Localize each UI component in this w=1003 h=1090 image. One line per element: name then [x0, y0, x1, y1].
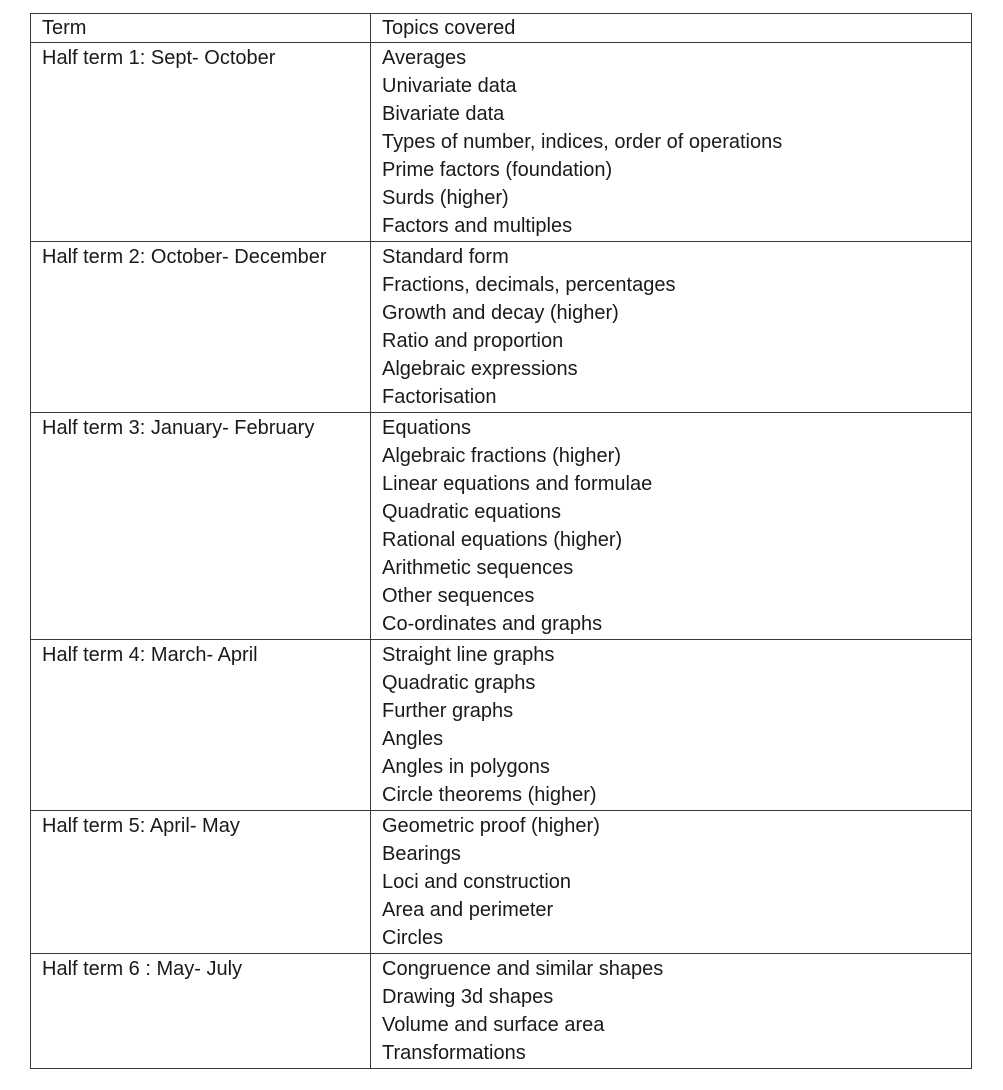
topic-item: Standard form	[382, 246, 509, 268]
topic-list	[382, 641, 971, 809]
table-row	[31, 413, 972, 640]
term-cell: Half term 4: March- April	[31, 640, 371, 811]
topics-cell	[371, 640, 972, 811]
term-cell: Half term 5: April- May	[31, 811, 371, 954]
topic-item: Angles	[382, 728, 444, 750]
topic-item: Algebraic fractions (higher)	[382, 445, 621, 467]
topic-item: Congruence and similar shapes	[382, 958, 664, 980]
table-row	[31, 954, 972, 1069]
topics-cell	[371, 811, 972, 954]
term-cell: Half term 1: Sept- October	[31, 43, 371, 242]
topic-item: Surds (higher)	[382, 187, 509, 209]
topic-item: Angles in polygons	[382, 756, 550, 778]
topic-item: Averages	[382, 47, 467, 69]
topic-item: Ratio and proportion	[382, 330, 564, 352]
topics-cell	[371, 242, 972, 413]
topic-item: Quadratic equations	[382, 501, 562, 523]
topic-item: Growth and decay (higher)	[382, 302, 619, 324]
term-cell: Half term 3: January- February	[31, 413, 371, 640]
topic-item: Area and perimeter	[382, 899, 554, 921]
topic-item: Factors and multiples	[382, 215, 573, 237]
topics-cell	[371, 43, 972, 242]
table-row	[31, 811, 972, 954]
topics-cell	[371, 954, 972, 1069]
header-row	[31, 14, 972, 43]
term-column-header: Term	[31, 14, 371, 43]
topic-item: Fractions, decimals, percentages	[382, 274, 676, 296]
topics-cell	[371, 413, 972, 640]
topic-item: Prime factors (foundation)	[382, 159, 613, 181]
topic-item: Drawing 3d shapes	[382, 986, 554, 1008]
table-row	[31, 43, 972, 242]
topic-item: Equations	[382, 417, 471, 439]
topic-item: Transformations	[382, 1042, 526, 1064]
topic-item: Further graphs	[382, 700, 514, 722]
topic-item: Quadratic graphs	[382, 672, 536, 694]
topic-item: Straight line graphs	[382, 644, 555, 666]
topic-item: Bivariate data	[382, 103, 505, 125]
topic-list	[382, 955, 971, 1067]
topic-item: Other sequences	[382, 585, 535, 607]
topic-item: Co-ordinates and graphs	[382, 613, 603, 635]
document-page	[30, 13, 971, 1069]
topic-list	[382, 243, 971, 411]
curriculum-table	[30, 13, 972, 1069]
topic-list	[382, 44, 971, 240]
table-body	[31, 43, 972, 1069]
term-cell: Half term 2: October- December	[31, 242, 371, 413]
topic-item: Bearings	[382, 843, 461, 865]
topic-item: Volume and surface area	[382, 1014, 605, 1036]
topic-list	[382, 414, 971, 638]
topic-item: Loci and construction	[382, 871, 572, 893]
topics-column-header: Topics covered	[371, 14, 972, 43]
topic-item: Circles	[382, 927, 444, 949]
topic-item: Algebraic expressions	[382, 358, 578, 380]
table-row	[31, 242, 972, 413]
topic-item: Geometric proof (higher)	[382, 815, 600, 837]
topic-item: Circle theorems (higher)	[382, 784, 597, 806]
topic-item: Rational equations (higher)	[382, 529, 623, 551]
topic-item: Univariate data	[382, 75, 517, 97]
topic-item: Types of number, indices, order of operations	[382, 131, 783, 153]
term-cell: Half term 6 : May- July	[31, 954, 371, 1069]
topic-item: Arithmetic sequences	[382, 557, 574, 579]
topic-list	[382, 812, 971, 952]
topic-item: Factorisation	[382, 386, 497, 408]
table-row	[31, 640, 972, 811]
topic-item: Linear equations and formulae	[382, 473, 653, 495]
